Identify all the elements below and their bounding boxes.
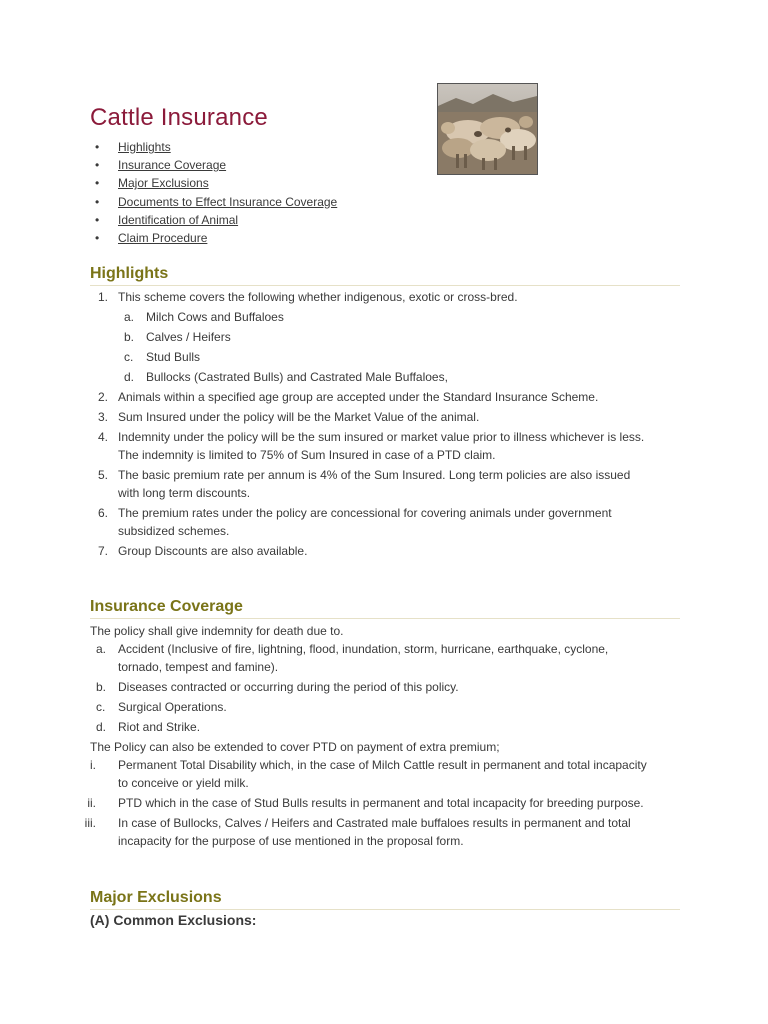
sub-list-item: c. Stud Bulls [124,350,201,364]
bullet-icon: • [95,158,100,173]
coverage-intro: The policy shall give indemnity for death due to. [90,624,344,638]
toc-link[interactable]: Claim Procedure [118,230,208,245]
toc-link[interactable]: Major Exclusions [118,176,209,191]
list-item: 2. Animals within a specified age group are accepted under the Standard Insurance Scheme. [97,390,599,404]
highlights-list [90,288,680,560]
bullet-icon: • [95,194,100,209]
bullet-icon: • [95,140,100,154]
sub-list-item: b. Calves / Heifers [124,330,231,344]
subheading-common-exclusions: (A) Common Exclusions: [90,912,257,928]
bullet-icon: • [95,230,100,245]
table-of-contents [90,139,337,248]
list-item: iii. In case of Bullocks, Calves / Heifers and Castrated male buffaloes results in permanent and total incapacity for the purpose of use mentioned in the proposal form. [84,816,631,848]
sub-list-item: a. Milch Cows and Buffaloes [124,310,284,324]
toc-item-major-exclusions[interactable] [90,175,337,193]
list-item: d. Riot and Strike. [96,720,201,734]
toc-link[interactable]: Documents to Effect Insurance Coverage [118,194,338,209]
list-item: b. Diseases contracted or occurring during the period of this policy. [96,680,459,694]
toc-item-insurance-coverage[interactable] [90,157,337,175]
section-heading-major-exclusions: Major Exclusions [90,889,680,910]
bullet-icon: • [95,176,100,191]
list-item: 7. Group Discounts are also available. [97,544,308,558]
coverage-extension: The Policy can also be extended to cover PTD on payment of extra premium; [90,740,500,754]
list-item: 4. Indemnity under the policy will be the sum insured or market value prior to illness whichever is less. The indemnity is limited to 75% of Sum Insured in case of a PTD claim. [97,430,645,462]
toc-item-claim-procedure[interactable] [90,230,337,248]
coverage-content [84,622,680,850]
toc-link[interactable]: Identification of Animal [118,212,239,227]
item-number: 1. [97,290,108,304]
toc-link[interactable]: Highlights [118,140,171,154]
list-item: a. Accident (Inclusive of fire, lightning, flood, inundation, storm, hurricane, earthquake, cyclone, tornado, tempest and famine). [96,642,609,674]
toc-item-identification[interactable] [90,212,337,230]
section-heading-insurance-coverage: Insurance Coverage [90,598,680,619]
list-item: 6. The premium rates under the policy are concessional for covering animals under government subsidized schemes. [97,506,612,538]
item-text: This scheme covers the following whether indigenous, exotic or cross-bred. [118,290,518,304]
list-item: 3. Sum Insured under the policy will be the Market Value of the animal. [97,410,480,424]
page-title: Cattle Insurance [90,104,268,131]
cattle-photo [437,83,538,175]
list-item: c. Surgical Operations. [96,700,227,714]
toc-link[interactable]: Insurance Coverage [118,158,227,173]
toc-item-highlights[interactable] [90,139,337,157]
list-item: 5. The basic premium rate per annum is 4% of the Sum Insured. Long term policies are also issued with long term discounts. [97,468,631,500]
toc-item-documents[interactable] [90,194,337,212]
bullet-icon: • [95,212,100,227]
section-heading-highlights: Highlights [90,265,680,286]
sub-list-item: d. Bullocks (Castrated Bulls) and Castrated Male Buffaloes, [124,370,448,384]
list-item: i. Permanent Total Disability which, in the case of Milch Cattle result in permanent and total incapacity to conceive or yield milk. [90,758,647,790]
list-item [90,288,680,306]
list-item: ii. PTD which in the case of Stud Bulls results in permanent and total incapacity for breeding purpose. [87,796,644,810]
